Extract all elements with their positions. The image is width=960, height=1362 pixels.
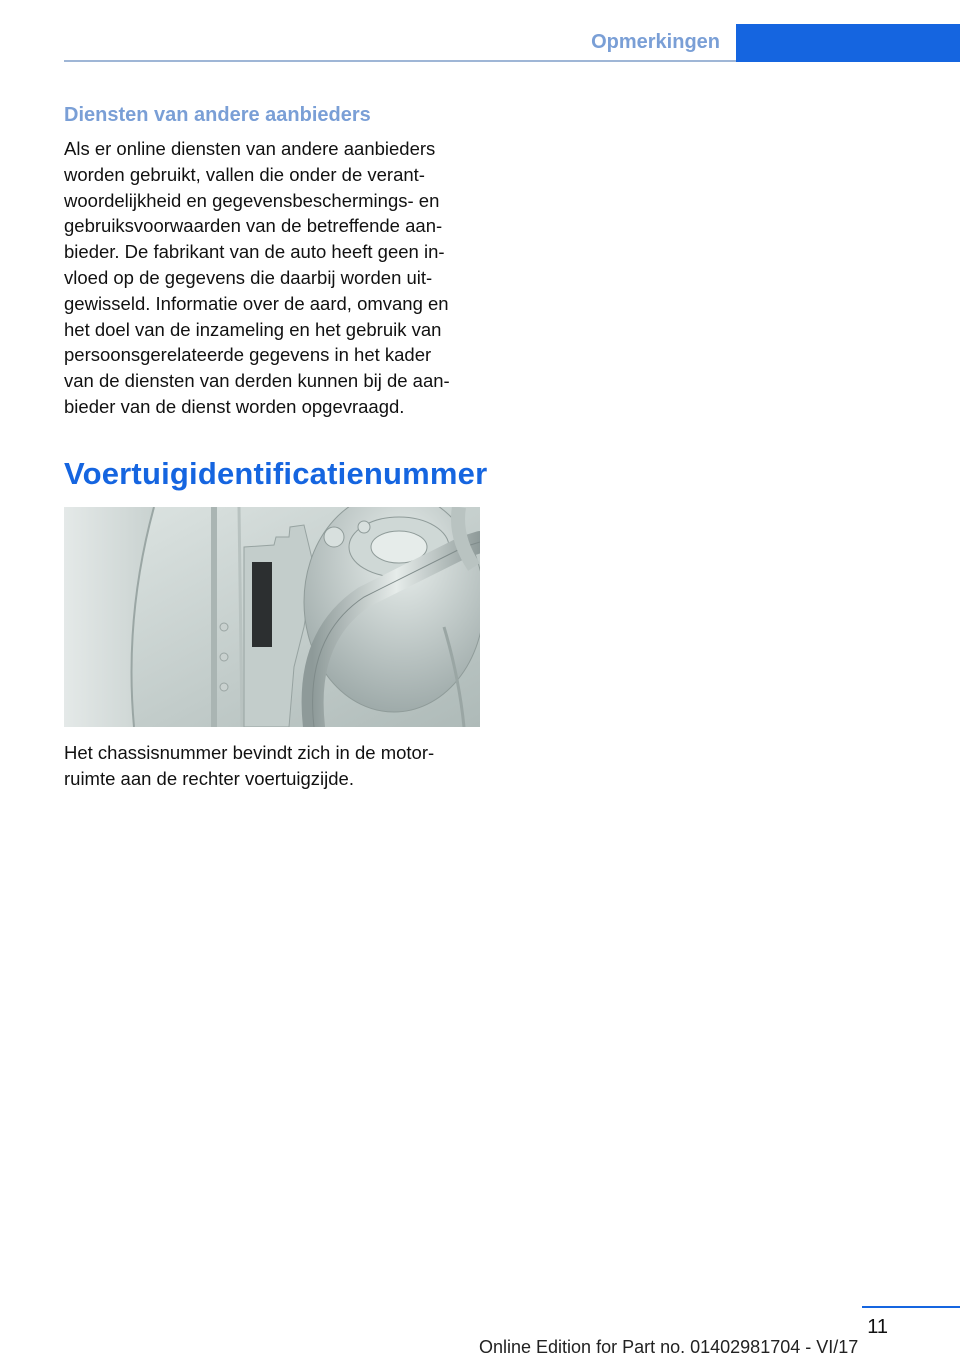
footer-rule: [862, 1306, 960, 1308]
figure-caption: Het chassisnummer bevindt zich in de motor- ruimte aan de rechter voertuigzijde.: [64, 742, 435, 789]
engine-bay-drawing: [64, 507, 480, 727]
page-number: 11: [867, 1316, 888, 1338]
edition-footer: Online Edition for Part no. 01402981704 - VI/17: [479, 1337, 859, 1357]
section-heading: Voertuigidentificatienummer: [64, 456, 488, 491]
body-paragraph: Als er online diensten van andere aanbieders worden gebruikt, vallen die onder de verant- woordelijkheid en gegevensbeschermings- en gebruiksvoorwaarden van de betreffende aan- bieder. De fabrikant van de auto heeft geen in- vloed op de gegevens die daarbij worden uit- gewisseld. Informatie over de aard, omvang en het doel van de inzameling en het gebruik van persoonsgerelateerde gegevens in het kader van de diensten van derden kunnen bij de aan- bieder van de dienst worden opgevraagd.: [64, 138, 450, 417]
engine-bay-illustration: [64, 507, 480, 727]
section-title: Opmerkingen: [591, 31, 720, 53]
header-tab-block: [736, 24, 960, 62]
header-rule: [64, 60, 736, 62]
subheading: Diensten van andere aanbieders: [64, 104, 371, 126]
